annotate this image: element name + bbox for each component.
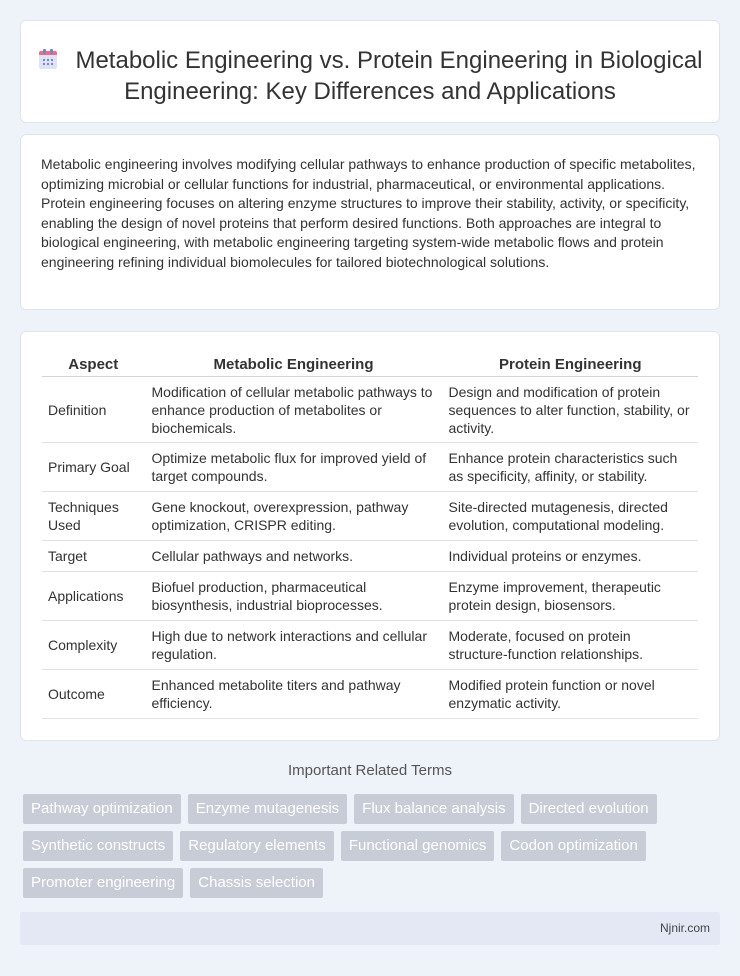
tag-synthetic-constructs[interactable]: Synthetic constructs — [23, 831, 173, 861]
row-protein: Enzyme improvement, therapeutic protein design, biosensors. — [442, 572, 698, 621]
row-aspect: Complexity — [42, 621, 145, 670]
comparison-table — [42, 353, 698, 719]
tag-regulatory-elements[interactable]: Regulatory elements — [180, 831, 334, 861]
related-terms-list — [23, 794, 723, 905]
row-aspect: Primary Goal — [42, 443, 145, 492]
tag-flux-balance-analysis[interactable]: Flux balance analysis — [354, 794, 513, 824]
title-card — [20, 20, 720, 123]
row-protein: Site-directed mutagenesis, directed evolution, computational modeling. — [442, 492, 698, 541]
row-metabolic: Optimize metabolic flux for improved yield of target compounds. — [145, 443, 442, 492]
table-row — [42, 492, 698, 541]
row-protein: Moderate, focused on protein structure-function relationships. — [442, 621, 698, 670]
row-metabolic: High due to network interactions and cellular regulation. — [145, 621, 442, 670]
header-protein: Protein Engineering — [442, 353, 698, 377]
tag-chassis-selection[interactable]: Chassis selection — [190, 868, 323, 898]
calendar-icon — [37, 48, 59, 70]
row-metabolic: Gene knockout, overexpression, pathway optimization, CRISPR editing. — [145, 492, 442, 541]
header-aspect: Aspect — [42, 353, 145, 377]
intro-paragraph: Metabolic engineering involves modifying cellular pathways to enhance production of specific metabolites, optimizing microbial or cellular functions for industrial, pharmaceutical, or environmental applications. Protein engineering focuses on altering enzyme structures to improve their stability, activity, or specificity, enabling the design of novel proteins that perform desired functions. Both approaches are integral to biological engineering, with metabolic engineering targeting system-wide metabolic flows and protein engineering refining individual biomolecules for tailored biotechnological solutions. — [41, 156, 696, 270]
table-row — [42, 541, 698, 572]
tag-directed-evolution[interactable]: Directed evolution — [521, 794, 657, 824]
page-title — [21, 21, 719, 107]
tag-codon-optimization[interactable]: Codon optimization — [501, 831, 645, 861]
page-title-text: Metabolic Engineering vs. Protein Engineering in Biological Engineering: Key Differences and Applications — [75, 47, 703, 105]
related-terms-heading: Important Related Terms — [288, 762, 452, 779]
row-protein: Design and modification of protein sequences to alter function, stability, or activity. — [442, 377, 698, 443]
row-metabolic: Biofuel production, pharmaceutical biosynthesis, industrial bioprocesses. — [145, 572, 442, 621]
table-row — [42, 621, 698, 670]
row-protein: Modified protein function or novel enzymatic activity. — [442, 670, 698, 719]
table-row — [42, 377, 698, 443]
row-aspect: Techniques Used — [42, 492, 145, 541]
table-row — [42, 572, 698, 621]
footer — [20, 912, 720, 945]
tag-enzyme-mutagenesis[interactable]: Enzyme mutagenesis — [188, 794, 347, 824]
table-row — [42, 670, 698, 719]
header-metabolic: Metabolic Engineering — [145, 353, 442, 377]
tag-promoter-engineering[interactable]: Promoter engineering — [23, 868, 183, 898]
row-protein: Enhance protein characteristics such as specificity, affinity, or stability. — [442, 443, 698, 492]
row-aspect: Definition — [42, 377, 145, 443]
intro-card — [20, 134, 720, 310]
row-aspect: Outcome — [42, 670, 145, 719]
table-header-row — [42, 353, 698, 377]
row-protein: Individual proteins or enzymes. — [442, 541, 698, 572]
row-aspect: Applications — [42, 572, 145, 621]
row-metabolic: Enhanced metabolite titers and pathway efficiency. — [145, 670, 442, 719]
footer-site-link[interactable]: Njnir.com — [659, 921, 710, 935]
tag-pathway-optimization[interactable]: Pathway optimization — [23, 794, 181, 824]
row-aspect: Target — [42, 541, 145, 572]
table-row — [42, 443, 698, 492]
comparison-card — [20, 331, 720, 741]
tag-functional-genomics[interactable]: Functional genomics — [341, 831, 495, 861]
row-metabolic: Cellular pathways and networks. — [145, 541, 442, 572]
row-metabolic: Modification of cellular metabolic pathways to enhance production of metabolites or biochemicals. — [145, 377, 442, 443]
